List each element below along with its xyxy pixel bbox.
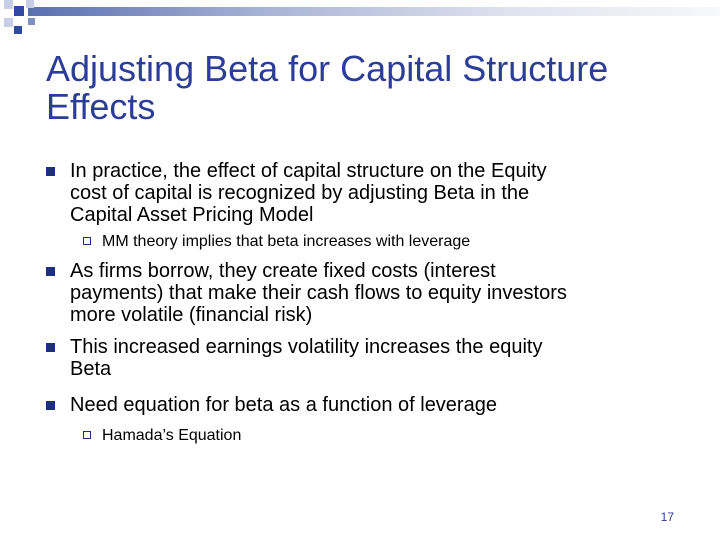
bullet-text: This increased earnings volatility increases the equity	[70, 336, 543, 358]
sub-bullet-text: Hamada’s Equation	[102, 427, 242, 444]
header-gradient-bar	[28, 7, 720, 16]
deco-square	[28, 18, 35, 25]
bullet-text: cost of capital is recognized by adjusting Beta in the	[70, 182, 530, 204]
slide-title-line: Effects	[46, 86, 156, 127]
slide-title-line: Adjusting Beta for Capital Structure	[46, 48, 609, 89]
bullet-text: more volatile (financial risk)	[70, 304, 313, 326]
hollow-square-bullet-icon	[83, 431, 91, 439]
bullet-text: payments) that make their cash flows to equity investors	[70, 282, 567, 304]
header-decoration	[0, 0, 720, 40]
square-bullet-icon	[46, 343, 55, 352]
bullet-text: Capital Asset Pricing Model	[70, 204, 314, 226]
sub-bullet-text: MM theory implies that beta increases with leverage	[102, 233, 471, 250]
deco-square	[14, 26, 22, 34]
deco-square	[4, 18, 13, 27]
hollow-square-bullet-icon	[83, 237, 91, 245]
bullet-item	[46, 260, 686, 326]
sub-bullet-item	[46, 426, 686, 446]
bullet-item	[46, 336, 686, 380]
bullet-item	[46, 394, 686, 416]
bullet-item	[46, 160, 686, 226]
slide-content	[46, 160, 686, 454]
deco-square	[14, 6, 24, 16]
square-bullet-icon	[46, 267, 55, 276]
bullet-text: As firms borrow, they create fixed costs (interest	[70, 260, 496, 282]
slide-title	[46, 50, 696, 126]
square-bullet-icon	[46, 167, 55, 176]
deco-square	[4, 0, 13, 9]
bullet-text: Beta	[70, 358, 112, 380]
deco-square	[26, 0, 34, 8]
slide-number: 17	[660, 510, 674, 524]
sub-bullet-item	[46, 232, 686, 252]
bullet-text: Need equation for beta as a function of leverage	[70, 394, 497, 416]
square-bullet-icon	[46, 401, 55, 410]
bullet-text: In practice, the effect of capital structure on the Equity	[70, 160, 547, 182]
